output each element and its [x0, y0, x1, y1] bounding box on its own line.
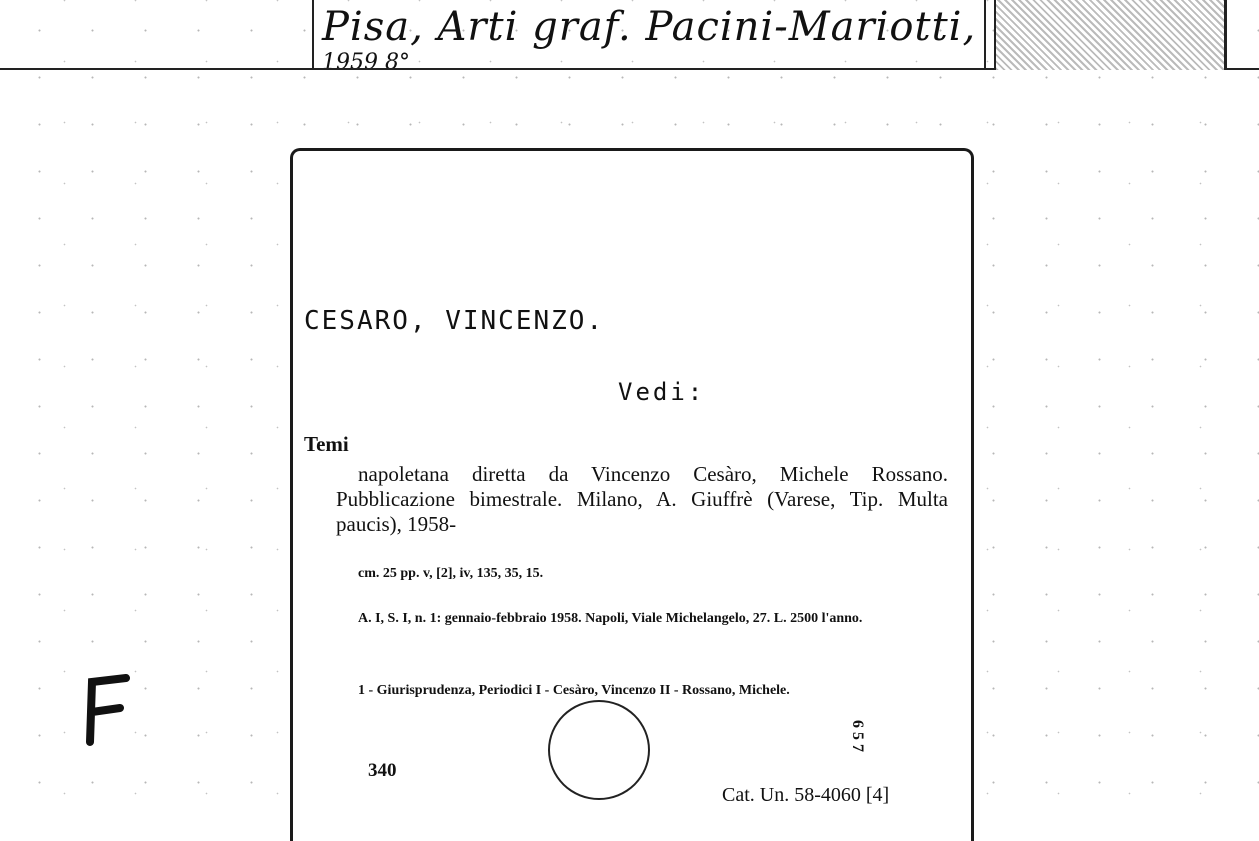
vertical-number: 657 [849, 720, 866, 756]
circular-stamp [548, 700, 650, 800]
margin-f-mark [80, 672, 130, 746]
catalog-number: Cat. Un. 58-4060 [4] [722, 784, 890, 806]
description-text: napoletana diretta da Vincenzo Cesàro, Michele Rossano. Pubblicazione bimestrale. Milano, A. Giuffrè (Varese, Tip. Multa paucis), 1958- [336, 462, 948, 536]
stippled-strip [994, 0, 1227, 70]
author-heading: CESARO, VINCENZO. [304, 306, 605, 336]
subject-tracings: 1 - Giurisprudenza, Periodici I - Cesàro, Vincenzo II - Rossano, Michele. [358, 683, 790, 698]
handwritten-imprint: Pisa, Arti graf. Pacini-Mariotti, [322, 4, 977, 50]
page-number: 340 [368, 760, 397, 781]
handwritten-imprint-cut: 1959 8° [322, 50, 410, 68]
issue-note: A. I, S. I, n. 1: gennaio-febbraio 1958. Napoli, Viale Michelangelo, 27. L. 2500 l'anno. [358, 611, 863, 626]
title-entry: Temi [304, 432, 349, 456]
physical-description: cm. 25 pp. v, [2], iv, 135, 35, 15. [358, 566, 544, 581]
see-reference: Vedi: [618, 378, 706, 406]
